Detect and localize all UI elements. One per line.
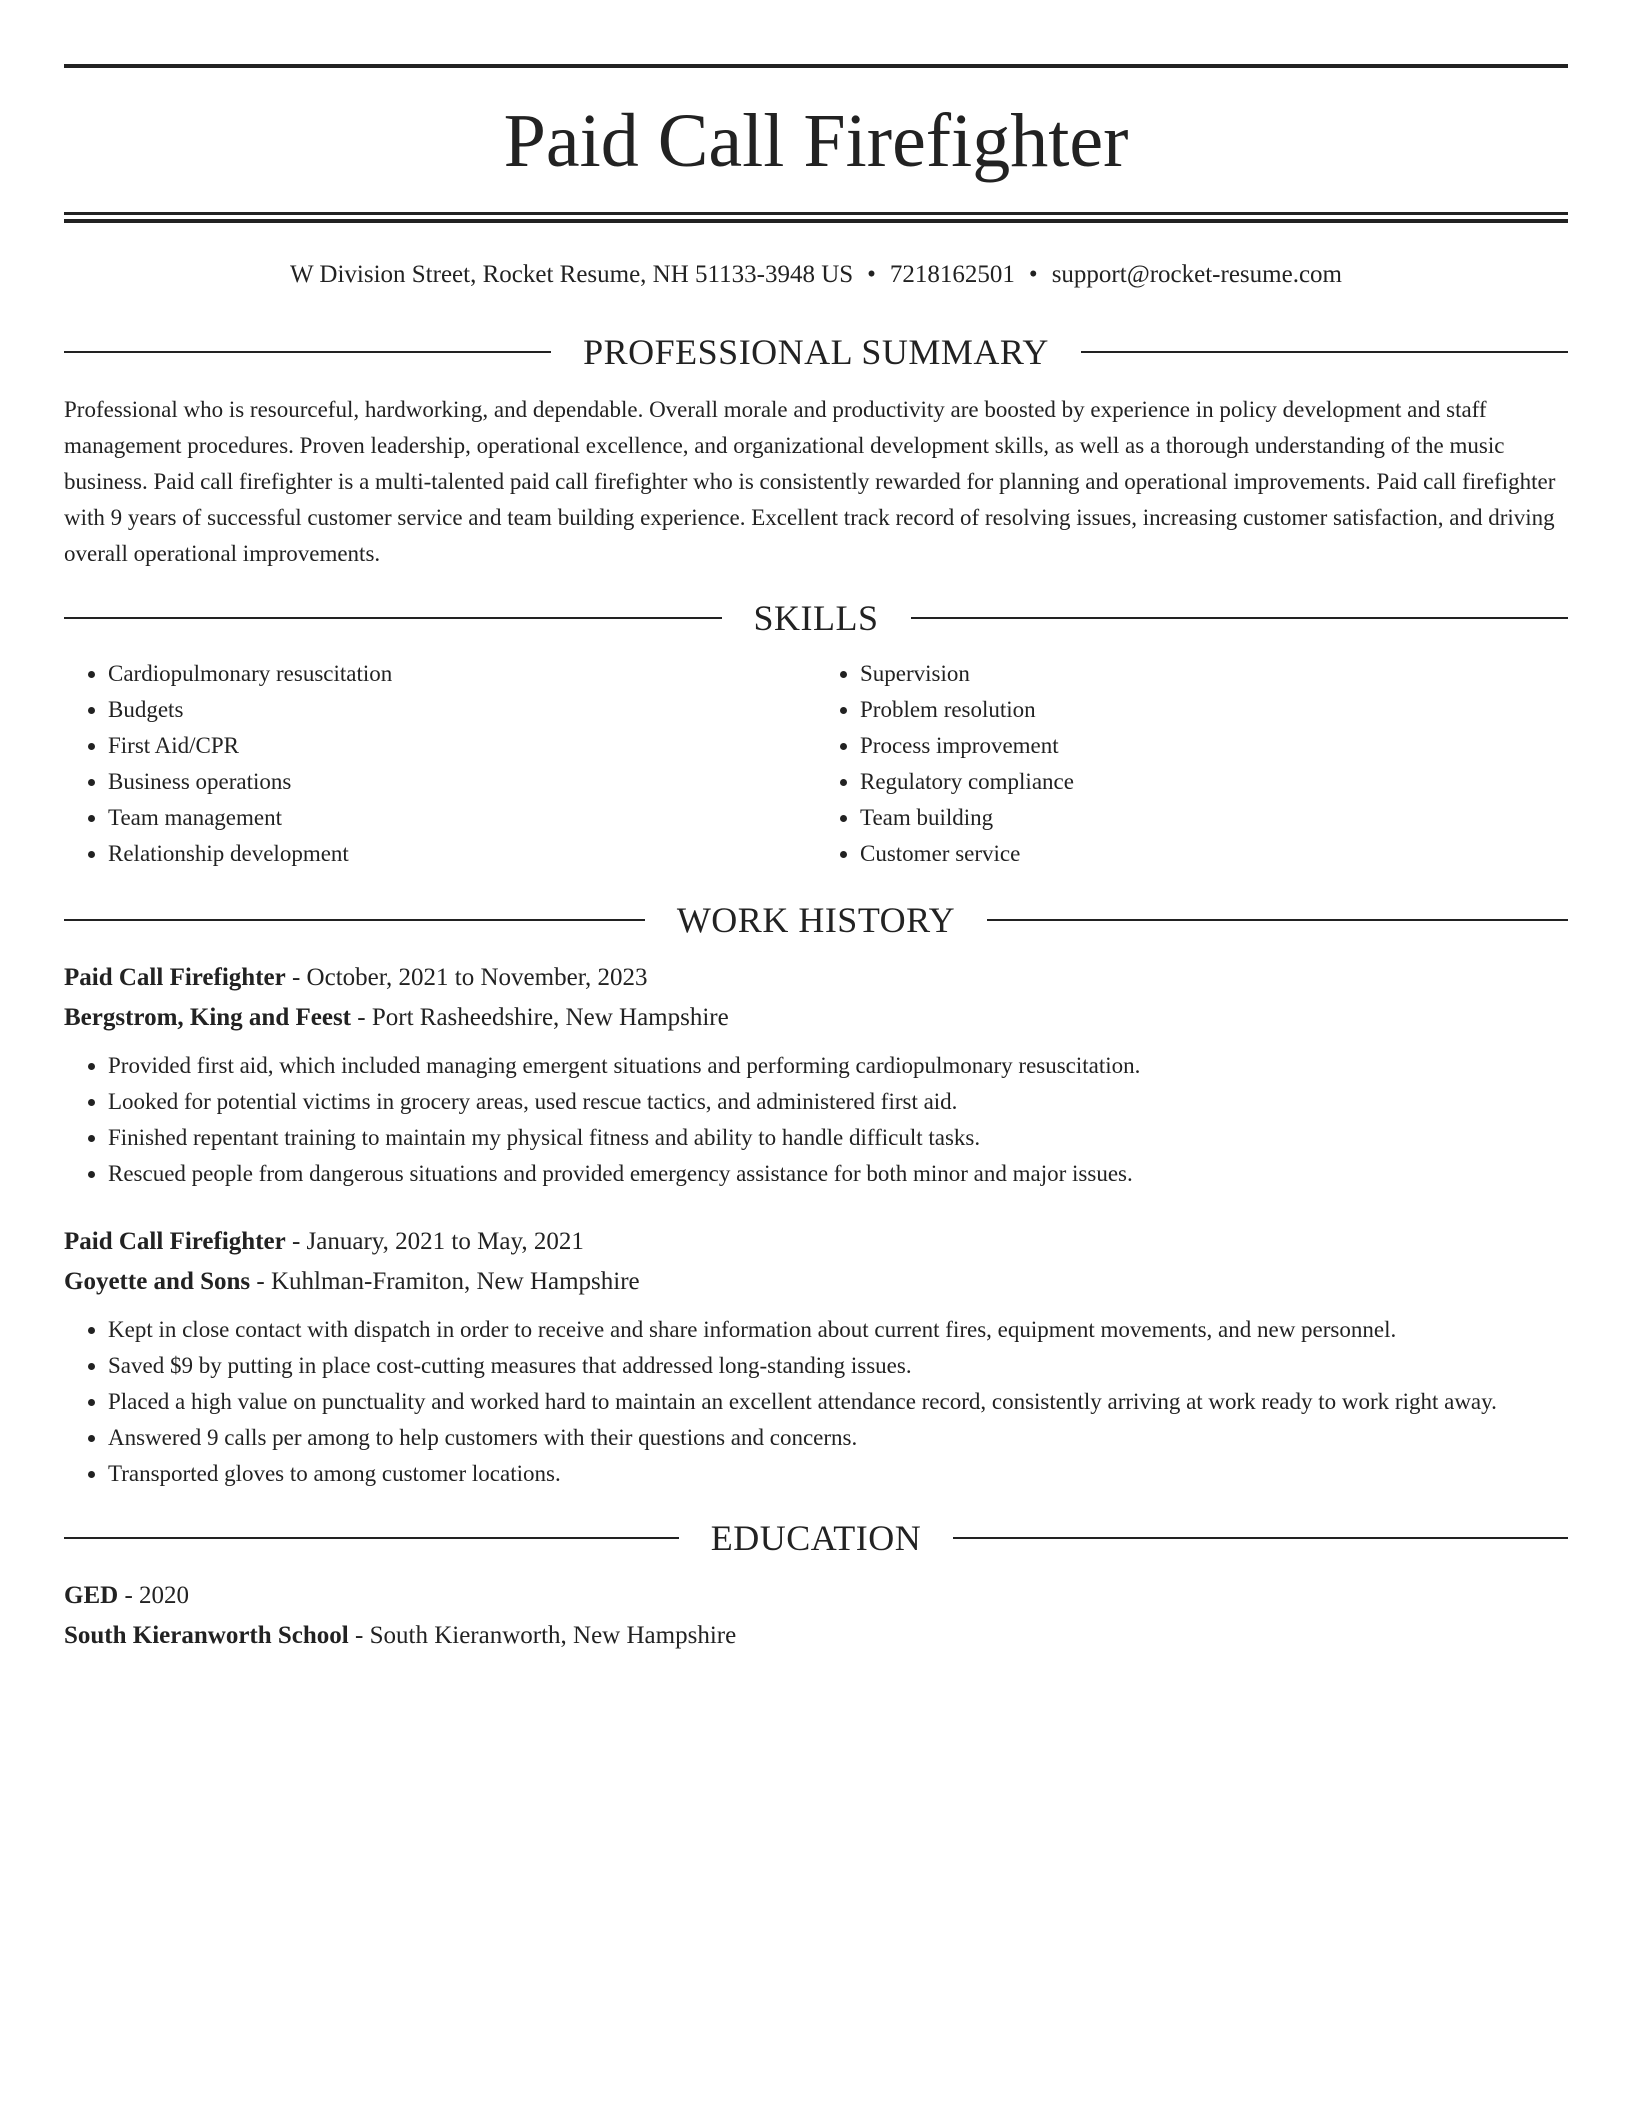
job-bullet: • Answered 9 calls per among to help customers with their questions and concerns.: [108, 1420, 1568, 1456]
job-title: Paid Call Firefighter: [64, 1227, 286, 1255]
education-location: - South Kieranworth, New Hampshire: [348, 1621, 737, 1649]
contact-separator: •: [1028, 261, 1038, 288]
skills-columns: [64, 656, 1568, 872]
job-bullets: [64, 1312, 1568, 1492]
job-bullet: • Placed a high value on punctuality and worked hard to maintain an excellent attendance record, consistently arriving at work ready to work right away.: [108, 1384, 1568, 1420]
skill-item: • Customer service: [860, 836, 1568, 872]
skill-item: • Relationship development: [108, 836, 816, 872]
section-rule-left: [64, 617, 722, 619]
job-entry: [64, 958, 1568, 1192]
contact-address: W Division Street, Rocket Resume, NH 51133-3948 US: [290, 261, 854, 288]
job-location: - Kuhlman-Framiton, New Hampshire: [250, 1267, 640, 1295]
job-company-line: [64, 998, 1568, 1038]
job-dates: - January, 2021 to May, 2021: [285, 1227, 584, 1255]
job-title: Paid Call Firefighter: [64, 963, 286, 991]
skills-section-title: SKILLS: [753, 597, 879, 638]
skill-item: • Budgets: [108, 692, 816, 728]
education-section-title: EDUCATION: [710, 1517, 922, 1558]
work-section-title: WORK HISTORY: [676, 899, 956, 940]
education-entry: [64, 1576, 1568, 1656]
section-rule-right: [987, 919, 1568, 921]
job-company: Goyette and Sons: [64, 1267, 251, 1295]
summary-paragraph: Professional who is resourceful, hardworking, and dependable. Overall morale and productivity are boosted by experience in policy development and staff management procedures. Proven leadership, operational excellence, and organizational development skills, as well as a thorough understanding of the music business. Paid call firefighter is a multi-talented paid call firefighter who is consistently rewarded for planning and operational improvements. Paid call firefighter with 9 years of successful customer service and team building experience. Excellent track record of resolving issues, increasing customer satisfaction, and driving overall operational improvements.: [64, 396, 1556, 566]
job-company-line: [64, 1262, 1568, 1302]
skill-item: • Business operations: [108, 764, 816, 800]
education-year: - 2020: [118, 1581, 190, 1609]
summary-section-heading: [64, 332, 1568, 372]
section-rule-left: [64, 351, 551, 353]
skill-item: • Cardiopulmonary resuscitation: [108, 656, 816, 692]
job-bullet: • Saved $9 by putting in place cost-cutting measures that addressed long-standing issues.: [108, 1348, 1568, 1384]
contact-email: support@rocket-resume.com: [1051, 261, 1342, 288]
contact-phone: 7218162501: [889, 261, 1015, 288]
job-title-line: [64, 1222, 1568, 1262]
job-bullet: • Rescued people from dangerous situations and provided emergency assistance for both minor and major issues.: [108, 1156, 1568, 1192]
job-title-line: [64, 958, 1568, 998]
education-school: South Kieranworth School: [64, 1621, 349, 1649]
job-bullet: • Finished repentant training to maintain my physical fitness and ability to handle difficult tasks.: [108, 1120, 1568, 1156]
contact-line: [64, 259, 1568, 292]
job-bullet: • Kept in close contact with dispatch in order to receive and share information about current fires, equipment movements, and new personnel.: [108, 1312, 1568, 1348]
job-company: Bergstrom, King and Feest: [64, 1003, 352, 1031]
section-rule-right: [1081, 351, 1568, 353]
job-bullet: • Provided first aid, which included managing emergent situations and performing cardiopulmonary resuscitation.: [108, 1048, 1568, 1084]
job-bullet: • Transported gloves to among customer locations.: [108, 1456, 1568, 1492]
job-dates: - October, 2021 to November, 2023: [285, 963, 648, 991]
skill-item: • First Aid/CPR: [108, 728, 816, 764]
job-entry: [64, 1222, 1568, 1492]
contact-separator: •: [867, 261, 876, 288]
education-section-heading: [64, 1518, 1568, 1558]
skill-item: • Team building: [860, 800, 1568, 836]
job-location: - Port Rasheedshire, New Hampshire: [351, 1003, 729, 1031]
skill-item: • Process improvement: [860, 728, 1568, 764]
work-section-heading: [64, 900, 1568, 940]
skill-item: • Problem resolution: [860, 692, 1568, 728]
skill-item: • Regulatory compliance: [860, 764, 1568, 800]
education-school-line: [64, 1616, 1568, 1656]
skill-item: • Supervision: [860, 656, 1568, 692]
header-double-rule: [64, 212, 1568, 223]
header-top-rule: [64, 64, 1568, 68]
job-bullet: • Looked for potential victims in grocery areas, used rescue tactics, and administered first aid.: [108, 1084, 1568, 1120]
skills-list-right: [816, 656, 1568, 872]
job-bullets: [64, 1048, 1568, 1192]
skills-list-left: [64, 656, 816, 872]
summary-section-title: PROFESSIONAL SUMMARY: [583, 331, 1049, 372]
resume-name: Paid Call Firefighter: [503, 99, 1129, 183]
section-rule-left: [64, 1537, 679, 1539]
skills-section-heading: [64, 598, 1568, 638]
skill-item: • Team management: [108, 800, 816, 836]
section-rule-right: [953, 1537, 1568, 1539]
education-degree: GED: [64, 1581, 119, 1609]
section-rule-left: [64, 919, 645, 921]
section-rule-right: [911, 617, 1569, 619]
education-degree-line: [64, 1576, 1568, 1616]
